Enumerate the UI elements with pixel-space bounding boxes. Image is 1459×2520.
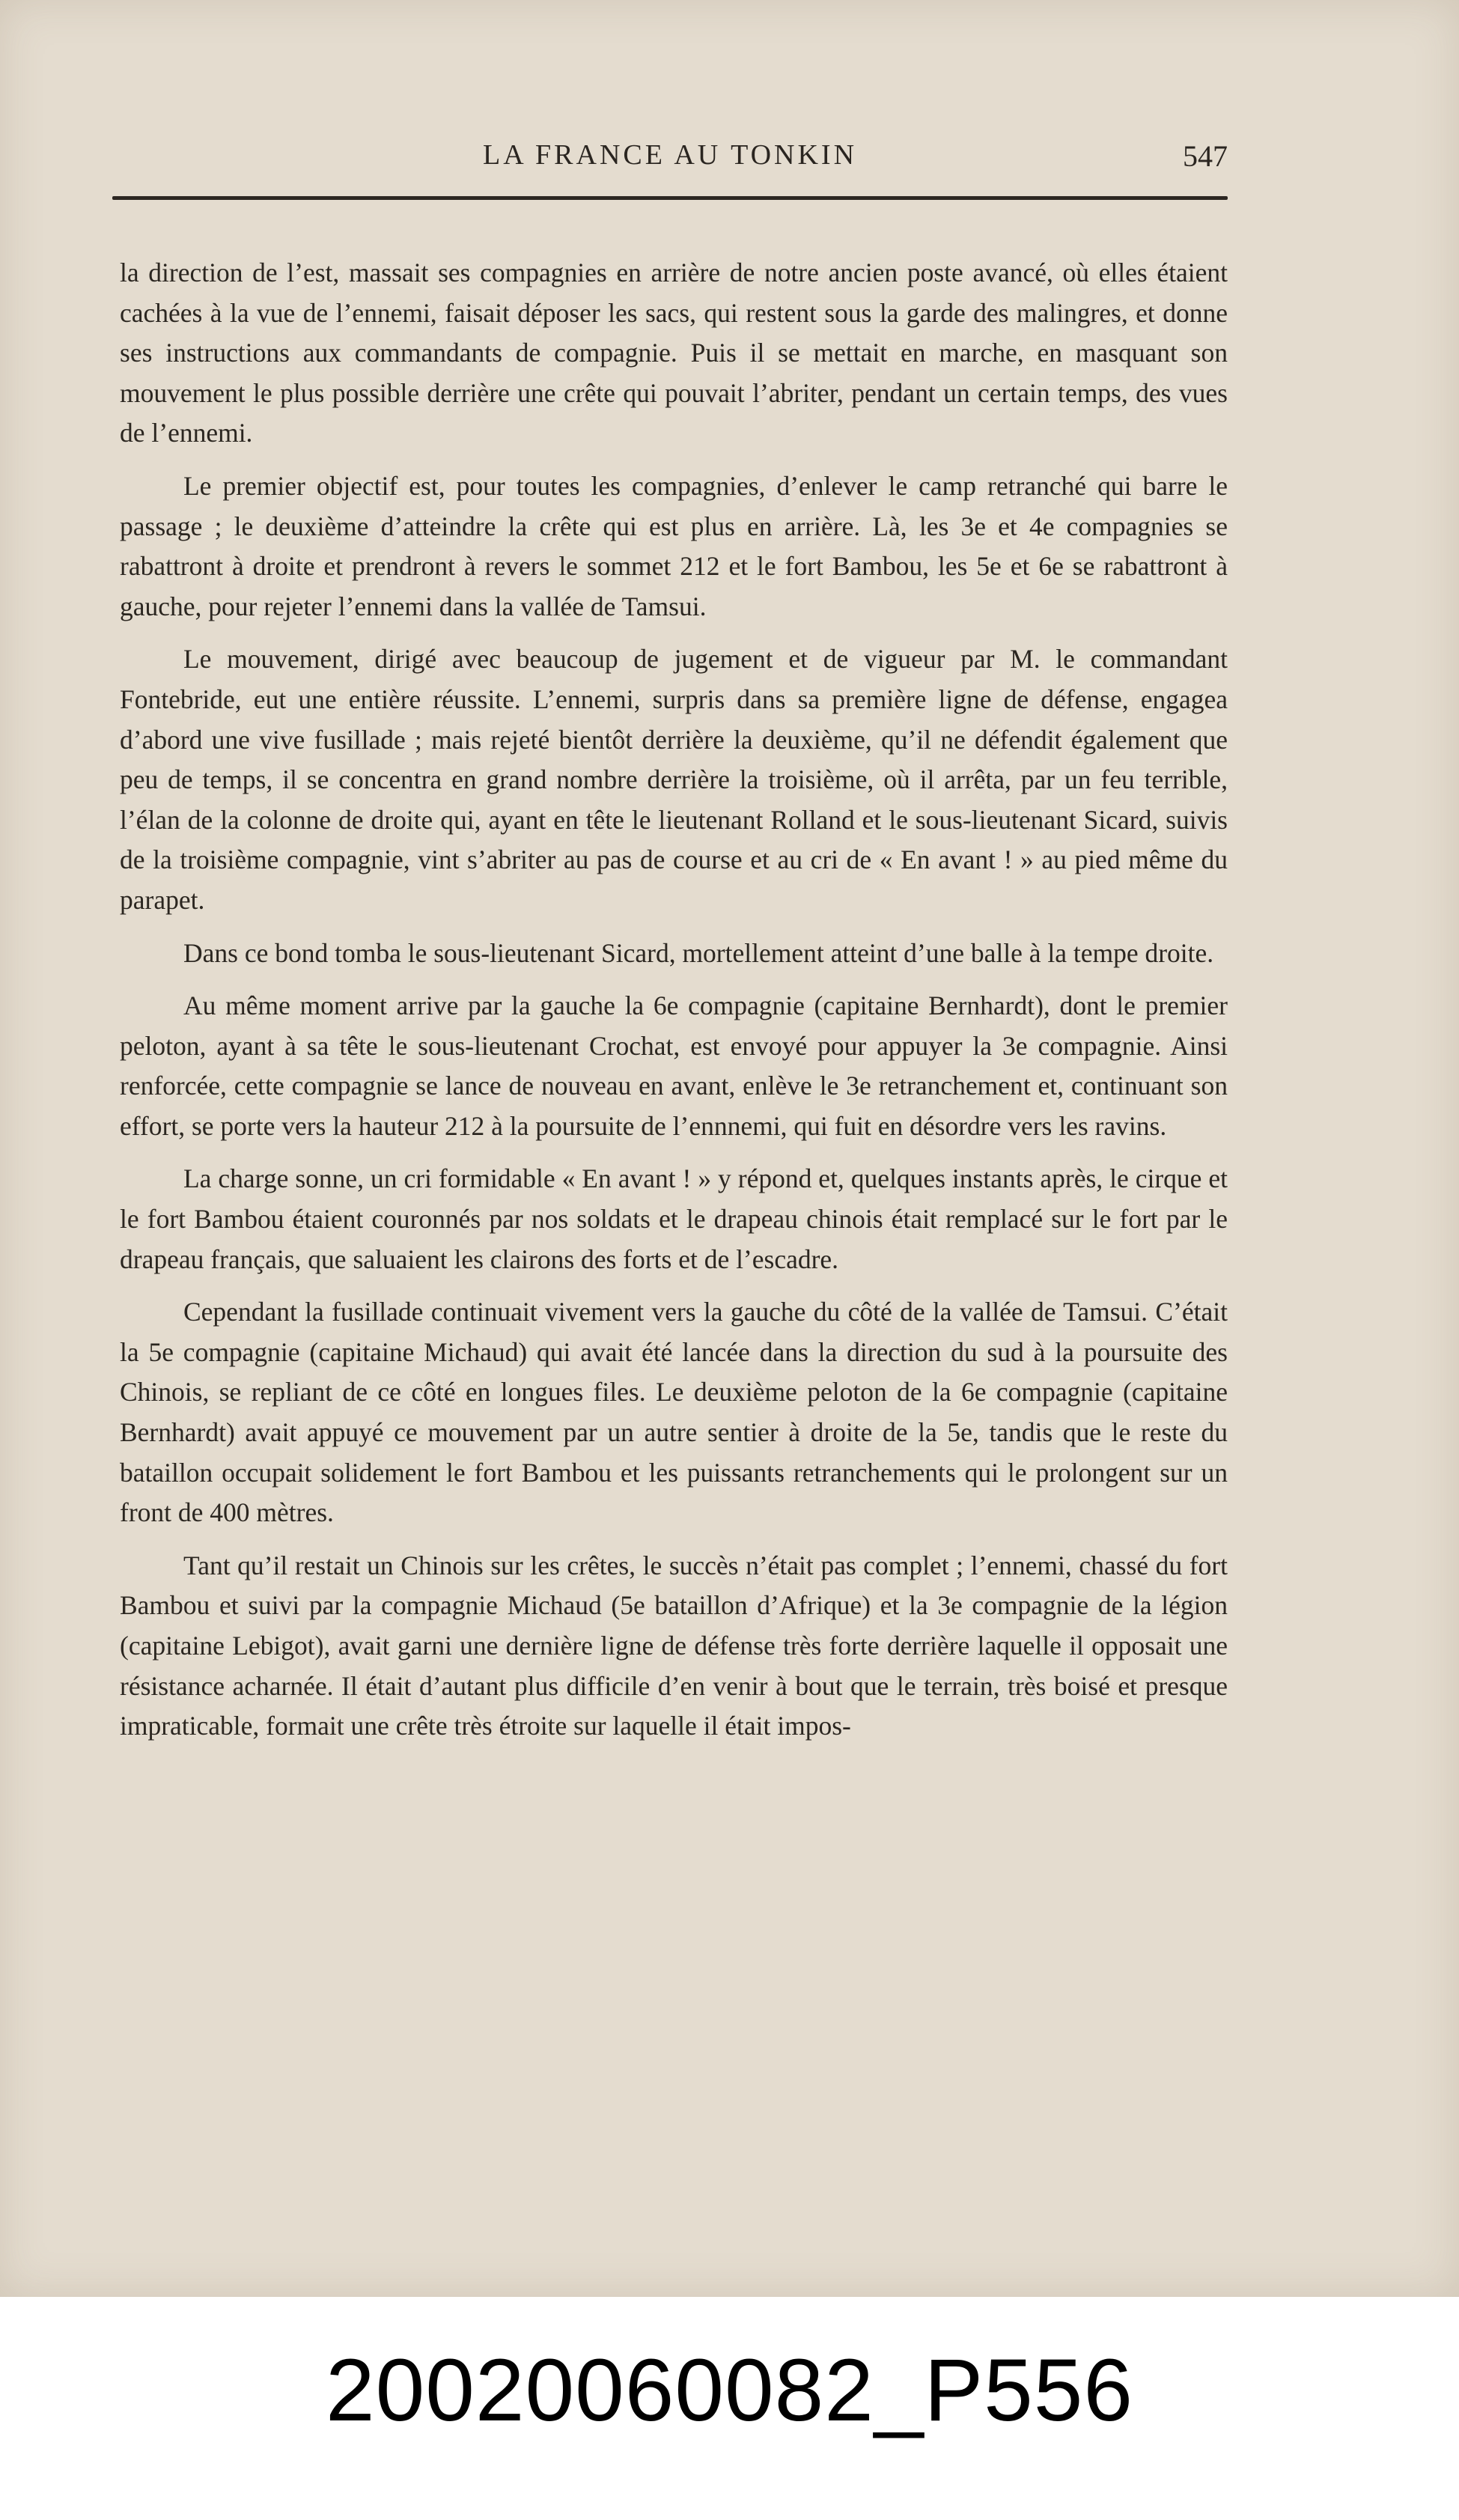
running-header bbox=[112, 139, 1228, 176]
paragraph: Cependant la fusillade continuait vivement vers la gauche du côté de la vallée de Tamsui. C’était la 5e compagnie (capitaine Michaud) qui avait été lancée dans la direction du sud à la poursuite des Chinois, se repliant de ce côté en longues files. Le deuxième peloton de la 6e compagnie (capitaine Bernhardt) avait appuyé ce mouvement par un autre sentier à droite de la 5e, tandis que le reste du bataillon occupait solidement le fort Bambou et les puissants retranchements qui le prolongent sur un front de 400 mètres. bbox=[120, 1297, 1228, 1528]
paragraph: la direction de l’est, massait ses compagnies en arrière de notre ancien poste avancé, où elles étaient cachées à la vue de l’ennemi, faisait déposer les sacs, qui restent sous la garde des malingres, et donne ses instructions aux commandants de compagnie. Puis il se mettait en marche, en masquant son mouvement le plus possible derrière une crête qui pouvait l’abriter, pendant un certain temps, des vues de l’ennemi. bbox=[120, 258, 1228, 448]
running-title: LA FRANCE AU TONKIN bbox=[482, 139, 858, 171]
body-text bbox=[120, 253, 1228, 1759]
paragraph: La charge sonne, un cri formidable « En avant ! » y répond et, quelques instants après, le cirque et le fort Bambou étaient couronnés par nos soldats et le drapeau chinois était remplacé sur le fort par le drapeau français, que saluaient les clairons des forts et de l’escadre. bbox=[120, 1163, 1228, 1274]
paragraph: Dans ce bond tomba le sous-lieutenant Sicard, mortellement atteint d’une balle à la tempe droite. bbox=[183, 937, 1214, 968]
scan-label: 20020060082_P556 bbox=[325, 2341, 1134, 2440]
paragraph: Le mouvement, dirigé avec beaucoup de jugement et de vigueur par M. le commandant Fontebride, eut une entière réussite. L’ennemi, surpris dans sa première ligne de défense, engagea d’abord une vive fusillade ; mais rejeté bientôt derrière la deuxième, qu’il ne défendit également que peu de temps, il se concentra en grand nombre derrière la troisième, où il arrêta, par un feu terrible, l’élan de la colonne de droite qui, ayant en tête le lieutenant Rolland et le sous-lieutenant Sicard, suivis de la troisième compagnie, vint s’abriter au pas de course et au cri de « En avant ! » au pied même du parapet. bbox=[120, 644, 1228, 915]
paragraph: Au même moment arrive par la gauche la 6e compagnie (capitaine Bernhardt), dont le premier peloton, ayant à sa tête le sous-lieutenant Crochat, est envoyé pour appuyer la 3e compagnie. Ainsi renforcée, cette compagnie se lance de nouveau en avant, enlève le 3e retranchement et, continuant son effort, se porte vers la hauteur 212 à la poursuite de l’ennnemi, qui fuit en désordre vers les ravins. bbox=[120, 990, 1228, 1141]
page-number: 547 bbox=[1183, 139, 1228, 173]
paragraph: Le premier objectif est, pour toutes les compagnies, d’enlever le camp retranché qui barre le passage ; le deuxième d’atteindre la crête qui est plus en arrière. Là, les 3e et 4e compagnies se rabattront à droite et prendront à revers le sommet 212 et le fort Bambou, les 5e et 6e se rabattront à gauche, pour rejeter l’ennemi dans la vallée de Tamsui. bbox=[120, 470, 1228, 621]
paragraph: Tant qu’il restait un Chinois sur les crêtes, le succès n’était pas complet ; l’ennemi, chassé du fort Bambou et suivi par la compagnie Michaud (5e bataillon d’Afrique) et la 3e compagnie de la légion (capitaine Lebigot), avait garni une dernière ligne de défense très forte derrière laquelle il opposait une résistance acharnée. Il était d’autant plus difficile d’en venir à bout que le terrain, très boisé et presque impraticable, formait une crête très étroite sur laquelle il était impos- bbox=[120, 1550, 1228, 1741]
header-rule bbox=[112, 196, 1228, 200]
